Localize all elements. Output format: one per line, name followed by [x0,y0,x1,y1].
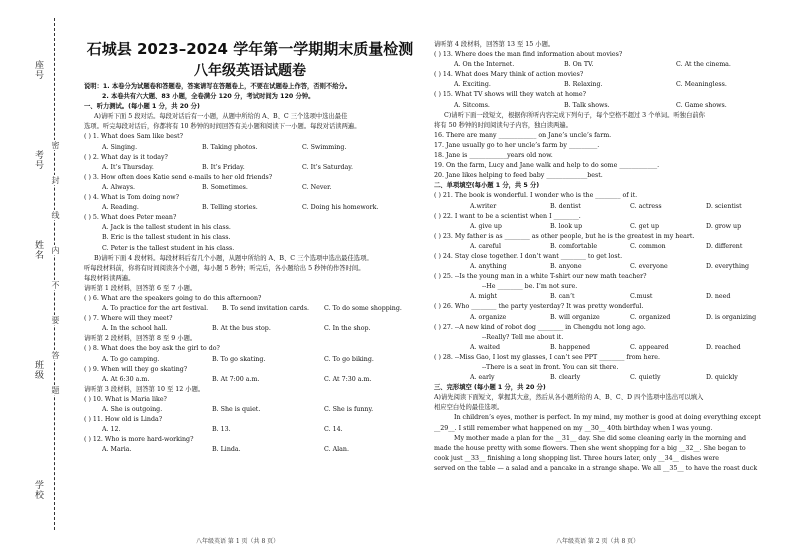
option: B. To send invitation cards. [222,305,310,313]
option: B. can’t [550,293,575,301]
exam-subtitle: 八年级英语试题卷 [194,63,306,79]
option: A. early [470,374,495,382]
right-column [434,40,774,474]
seal-char: 密 [51,141,60,149]
question: ( ) 11. How old is Linda? [84,416,163,424]
option: D. is organizing [706,313,757,321]
dialogue-line: --There is a seat in front. You can sit there. [482,364,619,371]
option: B. clearly [550,374,581,382]
instruction: 每段材料读两遍。 [84,274,135,282]
question: ( ) 23. My father is as ________ as other people, but he is the greatest in my heart. [434,232,695,240]
option: A. Exciting. [454,81,491,89]
instruction: A)请听下面 5 段对话。每段对话后有一小题，从题中所给的 A、B、C 三个选项中选出最佳 [94,113,348,121]
section-heading: 二、单项填空(每小题 1 分，共 5 分) [434,182,540,190]
option: A. On the Internet. [454,61,515,69]
dialogue-line: --Really? Tell me about it. [482,333,564,341]
option: A. Singing. [102,143,138,151]
option: A. might [470,293,498,301]
material-heading: 请听第 4 段材料，回答第 13 至 15 小题。 [434,41,555,48]
option: D. grow up [706,222,742,230]
option: B. On TV. [564,61,594,69]
option: A. anything [470,263,507,271]
instruction: A)请先阅读下面短文，掌握其大意，然后从各小题所给的 A、B、C、D 四个选项中选出可以填入 [434,394,704,402]
material-heading: 请听第 1 段材料，回答第 6 至 7 小题。 [84,284,197,292]
option: A. At 6:30 a.m. [102,375,150,383]
option: B. Eric is the tallest student in his class. [102,234,231,242]
fill-blank: 20. Jane likes helping to feed baby _____________best. [434,172,603,180]
instruction: 选项。听完每段对话后，你都将有 10 秒钟的时间回答有关小题和阅读下一小题。每段对话读两遍。 [84,123,361,131]
option: A.writer [470,202,497,210]
option: A. Reading. [102,204,139,212]
question: ( ) 1. What does Sam like best? [84,133,184,141]
option: C. organized [630,313,671,321]
question: ( ) 7. Where will they meet? [84,315,173,323]
seal-char: 不 [51,281,60,289]
option: B. happened [550,343,591,351]
margin-label-seat: 座号 [33,60,43,80]
option: C. quietly [630,374,661,382]
passage-line: cook just __33__ finishing a long shopping list. Three hours later, only __34__ dishes were [434,454,720,462]
option: A. careful [470,242,501,250]
passage-line: My mother made a plan for the __31__ day. She did some cleaning early in the morning and [454,434,747,442]
option: A. give up [470,222,502,230]
question: ( ) 13. Where does the man find information about movies? [434,51,623,59]
passage-line: __29__. I still remember what happened on my __30__ 40th birthday when I was young. [434,424,713,432]
margin-label-name: 姓名 [33,240,43,260]
note-1: 说明：1. 本卷分为试题卷和答题卷，答案请写在答题卷上，不要在试题卷上作答，否则不给分。 [84,83,352,90]
option: C.must [630,293,653,301]
option: B. will organize [550,313,600,321]
instruction: C)请听下面一段短文，根据你所听内容完成下列句子，每个空格不超过 3 个单词。听独白前你 [444,111,705,119]
instruction: 将有 50 秒钟的时间阅读句子内容，独白读两遍。 [434,121,572,129]
section-heading: 三、完形填空 (每小题 1 分，共 20 分) [434,384,546,392]
margin-label-class: 班级 [33,360,43,380]
option: B. At the bus stop. [212,325,271,333]
exam-title: 石城县 2023–2024 学年第一学期期末质量检测 [86,40,414,58]
option: A. To practice for the art festival. [102,305,209,313]
binding-margin [0,0,72,549]
option: B. To go skating. [212,355,266,363]
instruction: 相应空白处的最佳选项。 [434,404,504,412]
fill-blank: 19. On the farm, Lucy and Jane walk and help to do some ____________. [434,162,660,170]
option: A. In the school hall. [102,325,168,333]
option: B. She is quiet. [212,406,261,413]
page-footer: 八年级英语 第 2 页（共 8 页） [556,538,640,545]
option: A. She is outgoing. [102,406,163,413]
option: C. It’s Saturday. [302,163,354,171]
option: C. Alan. [324,446,349,454]
question: ( ) 10. What is Maria like? [84,395,167,403]
seal-char: 题 [51,386,60,394]
option: D. reached [706,343,741,351]
option: C. Peter is the tallest student in his class. [102,244,235,252]
option: D. everything [706,263,750,271]
option: C. Meaningless. [676,81,727,89]
option: A. waited [470,343,500,351]
option: C. common [630,242,666,250]
passage-line: served on the table — a salad and a pancake in a strange shape. We all __35__ to have the roast duck [434,464,758,472]
option: A. It’s Thursday. [102,163,154,171]
seal-char: 内 [51,246,60,254]
option: A. Sitcoms. [454,101,490,109]
option: B. 13. [212,426,231,434]
option: C. At 7:30 a.m. [324,375,372,383]
option: D. need [706,293,731,301]
material-heading: 请听第 2 段材料，回答第 8 至 9 小题。 [84,335,197,343]
option: B. Talk shows. [564,101,610,109]
option: C. In the shop. [324,325,371,333]
question: ( ) 24. Stay close together. I don’t want ________ to get lost. [434,252,623,260]
option: B. Relaxing. [564,81,603,89]
option: B. It’s Friday. [202,163,245,171]
option: B. comfortable [550,242,598,250]
instruction: 听每段材料前，你将有时间阅读各个小题，每小题 5 秒钟；听完后，各小题给出 5 秒钟的作答时间。 [84,264,365,272]
option: C. Doing his homework. [302,204,379,212]
option: D. quickly [706,374,738,382]
passage-line: made the house pretty with some flowers. Then she went shopping for a big __32__. She began to [434,444,746,452]
option: D. scientist [706,202,742,210]
option: C. appeared [630,343,669,351]
question-block [84,132,418,253]
question: ( ) 28. --Miss Gao, I lost my glasses, I can’t see PPT ________ from here. [434,353,661,361]
option: A. organize [470,313,507,321]
question: ( ) 26. Who ________ the party yesterday? It was pretty wonderful. [434,303,644,311]
option: C. Game shows. [676,101,727,109]
option: B. Taking photos. [202,143,258,151]
option: D. different [706,242,743,250]
seal-char: 答 [51,351,60,359]
left-column [84,82,418,455]
option: B. Linda. [212,446,241,454]
section-heading: 一、听力测试。(每小题 1 分，共 20 分) [84,103,200,111]
option: A. 12. [102,426,121,434]
passage-line: In children’s eyes, mother is perfect. In my mind, my mother is good at doing everything except [454,414,761,422]
question: ( ) 5. What does Peter mean? [84,214,177,222]
question: ( ) 4. What is Tom doing now? [84,194,179,202]
option: A. Jack is the tallest student in his class. [102,224,231,232]
page-footer: 八年级英语 第 1 页（共 8 页） [196,538,280,545]
seal-char: 封 [51,176,60,184]
question: ( ) 3. How often does Katie send e-mails to her old friends? [84,173,273,181]
question: ( ) 15. What TV shows will they watch at home? [434,91,586,99]
option: C. At the cinema. [676,61,731,69]
option: C. She is funny. [324,406,374,413]
seal-char: 线 [51,211,60,219]
option: C. actress [630,202,662,210]
option: A. Always. [102,183,136,191]
fill-blank: 17. Jane usually go to her uncle’s farm by _________. [434,141,600,149]
margin-label-school: 学校 [33,480,43,500]
option: C. everyone [630,263,668,271]
question: ( ) 8. What does the boy ask the girl to do? [84,345,220,353]
question: ( ) 25. --Is the young man in a white T-shirt our new math teacher? [434,273,647,281]
seal-char: 要 [51,316,60,324]
option: B. At 7:00 a.m. [212,375,260,383]
question: ( ) 2. What day is it today? [84,153,168,161]
option: B. Sometimes. [202,183,248,191]
option: C. To go biking. [324,355,374,363]
fill-blank: 18. Jane is ____________years old now. [434,152,553,160]
question: ( ) 9. When will they go skating? [84,365,188,373]
instruction: B)请听下面 4 段材料。每段材料后有几个小题，从题中所给的 A、B、C 三个选项中选出最佳选项。 [94,254,373,262]
question: ( ) 12. Who is more hard-working? [84,436,194,444]
question: ( ) 14. What does Mary think of action movies? [434,71,584,79]
question: ( ) 22. I want to be a scientist when I ________. [434,212,581,220]
option: B. look up [550,222,583,230]
note-2: 2. 本卷共有六大题、83 小题，全卷满分 120 分，考试时间为 120 分钟。 [102,93,315,101]
question: ( ) 21. The book is wonderful. I wonder who is the ________ of it. [434,192,638,200]
option: A. Maria. [102,446,132,454]
option: C. get up [630,222,659,230]
option: C. To do some shopping. [324,305,402,313]
option: B. Telling stories. [202,204,258,212]
option: C. 14. [324,426,343,434]
option: B. anyone [550,263,582,271]
question: ( ) 27. --A new kind of robot dog ________ in Chengdu not long ago. [434,323,646,331]
seal-line [54,18,55,530]
fill-blank: 16. There are many ____________ on Jane’s uncle’s farm. [434,131,612,139]
option: C. Never. [302,183,332,191]
margin-label-exam-no: 考号 [33,150,43,170]
option: A. To go camping. [102,355,160,363]
option: C. Swimming. [302,143,347,151]
question: ( ) 6. What are the speakers going to do this afternoon? [84,294,262,302]
material-heading: 请听第 3 段材料，回答第 10 至 12 小题。 [84,385,205,393]
dialogue-line: --He ________ be. I’m not sure. [482,283,578,291]
option: B. dentist [550,202,581,210]
